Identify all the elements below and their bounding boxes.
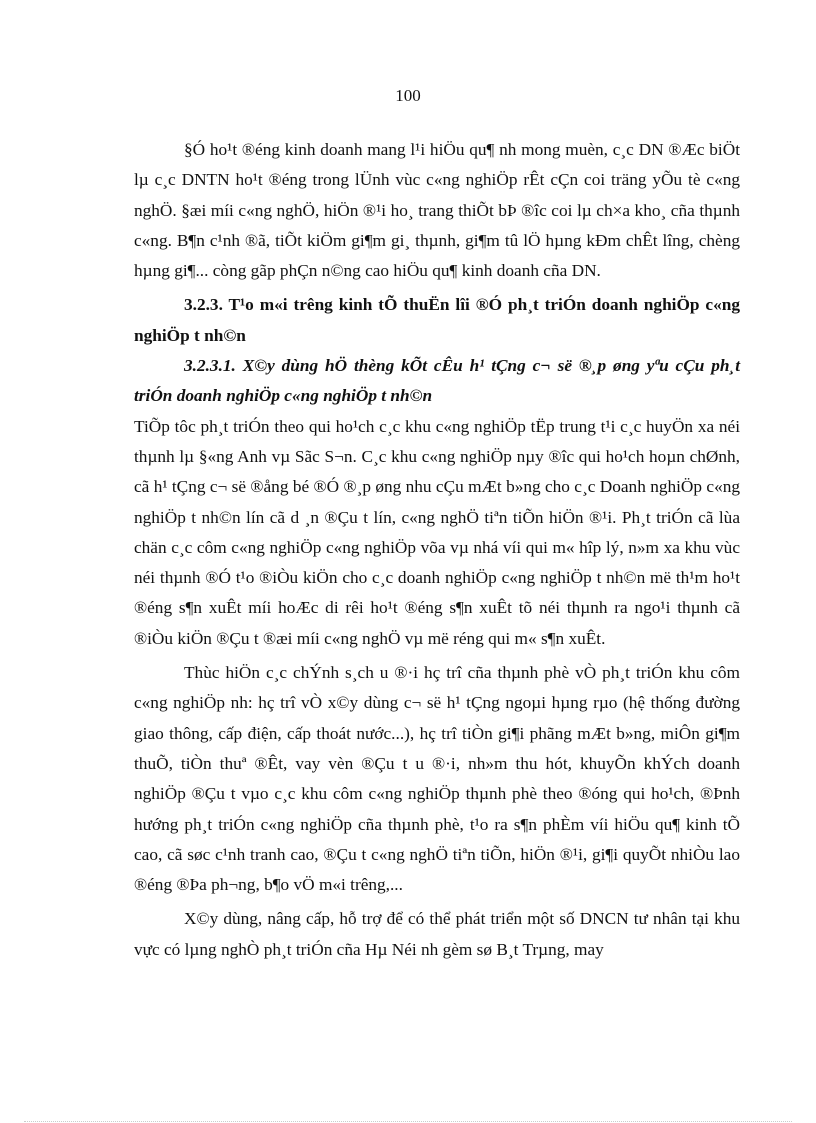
paragraph-incentive-policies: Thùc hiÖn c¸c chÝnh s¸ch u ®·i hç trî cña thµnh phè vÒ ph¸t triÓn khu côm c«ng nghiÖp nh: hç trî vÒ x©y dùng c¬ së h¹ tÇng ngoµi hµng rµo (hệ thống đường giao thông, cấp điện, cấp thoát nước...), hç trî tiÒn gi¶i phãng mÆt b»ng, miÔn gi¶m thuÕ, tiÒn thuª ®Êt, vay vèn ®Çu t u ®·i, nh»m thu hót, khuyÕn khÝch doanh nghiÖp ®Çu t vµo c¸c khu côm c«ng nghiÖp thµnh phè theo ®óng qui ho¹ch, ®Þnh hướng ph¸t triÓn c«ng nghiÖp cña thµnh phè, t¹o ra s¶n phÈm víi hiÖu qu¶ kinh tÕ cao, cã søc c¹nh tranh cao, ®Çu t c«ng nghÖ tiªn tiÕn, hiÖn ®¹i, gi¶i quyÕt nhiÒu lao ®éng ®Þa ph¬ng, b¶o vÖ m«i trêng,... [134, 663, 740, 895]
section-heading-3-2-3: 3.2.3. T¹o m«i trêng kinh tÕ thuËn lîi ®Ó ph¸t triÓn doanh nghiÖp c«ng nghiÖp t nh©n [134, 295, 740, 345]
paragraph-industrial-zones: TiÕp tôc ph¸t triÓn theo qui ho¹ch c¸c khu c«ng nghiÖp tËp trung t¹i c¸c huyÖn xa néi thµnh lµ §«ng Anh vµ Sãc S¬n. C¸c khu c«ng nghiÖp nµy ®îc qui ho¹ch hoµn chØnh, cã h¹ tÇng c¬ së ®ång bé ®Ó ®¸p øng nhu cÇu mÆt b»ng cho c¸c Doanh nghiÖp c«ng nghiÖp t nh©n lín cã d ¸n ®Çu t lín, c«ng nghÖ tiªn tiÕn hiÖn ®¹i. Ph¸t triÓn cã lùa chän c¸c côm c«ng nghiÖp c«ng nghiÖp võa vµ nhá víi qui m« hîp lý, n»m xa khu vùc néi thµnh ®Ó t¹o ®iÒu kiÖn cho c¸c doanh nghiÖp c«ng nghiÖp t nh©n më th¹m ho¹t ®éng s¶n xuÊt míi hoÆc di rêi ho¹t ®éng s¶n xuÊt tõ néi thµnh ra ngo¹i thµnh cã ®iÒu kiÖn ®Çu t ®æi míi c«ng nghÖ vµ më réng qui m« s¶n xuÊt. [134, 416, 740, 648]
paragraph-craft-villages: X©y dùng, nâng cấp, hỗ trợ để có thể phát triển một số DNCN tư nhân tại khu vực có lµng nghÒ ph¸t triÓn cña Hµ Néi nh gèm sø B¸t Trµng, may [134, 909, 740, 959]
subsection-heading-3-2-3-1: 3.2.3.1. X©y dùng hÖ thèng kÕt cÊu h¹ tÇng c¬ së ®¸p øng yªu cÇu ph¸t triÓn doanh nghiÖp c«ng nghiÖp t nh©n [134, 356, 740, 406]
document-body [134, 135, 740, 965]
page-number: 100 [395, 86, 421, 105]
page-bottom-border [24, 1121, 792, 1122]
paragraph-technology: §Ó ho¹t ®éng kinh doanh mang l¹i hiÖu qu¶ nh mong muèn, c¸c DN ®Æc biÖt lµ c¸c DNTN ho¹t ®éng trong lÜnh vùc c«ng nghiÖp rÊt cÇn coi träng yÕu tè c«ng nghÖ. §æi míi c«ng nghÖ, hiÖn ®¹i ho¸ trang thiÕt bÞ ®îc coi lµ ch×a kho¸ cña thµnh c«ng. B¶n c¹nh ®ã, tiÕt kiÖm gi¶m gi¸ thµnh, gi¶m tû lÖ hµng kÐm chÊt lîng, chèng hµng gi¶... còng gãp phÇn n©ng cao hiÖu qu¶ kinh doanh cña DN. [134, 140, 740, 281]
